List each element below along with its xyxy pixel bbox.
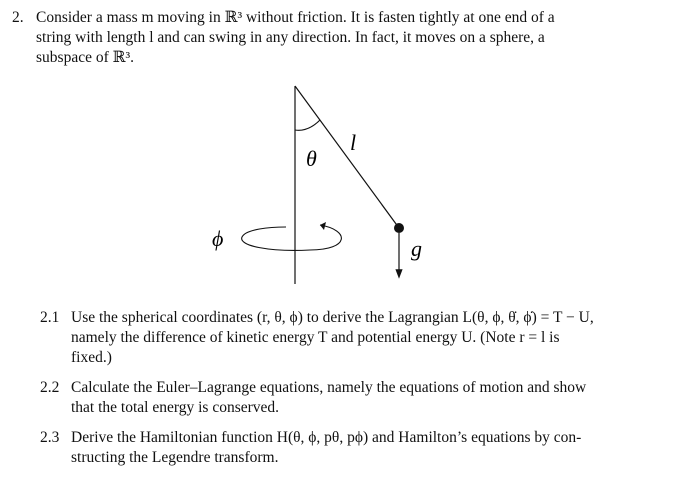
subproblem-line: namely the difference of kinetic energy T and potential energy U. (Note r = l is: [71, 329, 560, 346]
problem-number: 2.: [12, 9, 24, 26]
length-label: l: [350, 130, 357, 155]
subproblem-number: 2.3: [40, 429, 60, 446]
gravity-label: g: [411, 236, 422, 261]
problem-line-1: 2. Consider a mass m moving in ℝ³ without friction. It is fasten tightly at one end of a: [12, 9, 555, 26]
problem-line-3: subspace of ℝ³.: [36, 49, 135, 66]
rotation-ellipse-arc: [242, 225, 342, 250]
theta-label: θ: [306, 146, 317, 171]
pendulum-mass: [394, 223, 404, 233]
subproblem-line: that the total energy is conserved.: [71, 399, 280, 416]
pendulum-diagram: [200, 80, 450, 290]
subproblem-line: Calculate the Euler–Lagrange equations, namely the equations of motion and show: [71, 379, 587, 396]
subproblem-line: structing the Legendre transform.: [71, 449, 279, 466]
subproblem-line: fixed.): [71, 349, 112, 366]
phi-label: ϕ: [212, 226, 224, 251]
problem-line-2: string with length l and can swing in any direction. In fact, it moves on a sphere, a: [36, 29, 545, 46]
subproblem-number: 2.1: [40, 309, 60, 326]
subproblem-2-3: [40, 428, 640, 468]
theta-angle-arc: [295, 120, 320, 130]
subproblem-2-1: [40, 308, 640, 368]
pendulum-figure: [200, 80, 450, 290]
problem-statement: [12, 8, 642, 68]
subproblem-number: 2.2: [40, 379, 60, 396]
subproblem-line: Use the spherical coordinates (r, θ, ϕ) to derive the Lagrangian L(θ, ϕ, θ̇, ϕ̇) = T − U,: [71, 309, 594, 326]
subproblem-2-2: [40, 378, 640, 418]
subproblem-line: Derive the Hamiltonian function H(θ, ϕ, pθ, pϕ) and Hamilton’s equations by con-: [71, 429, 582, 446]
subproblem-list: [40, 308, 640, 478]
